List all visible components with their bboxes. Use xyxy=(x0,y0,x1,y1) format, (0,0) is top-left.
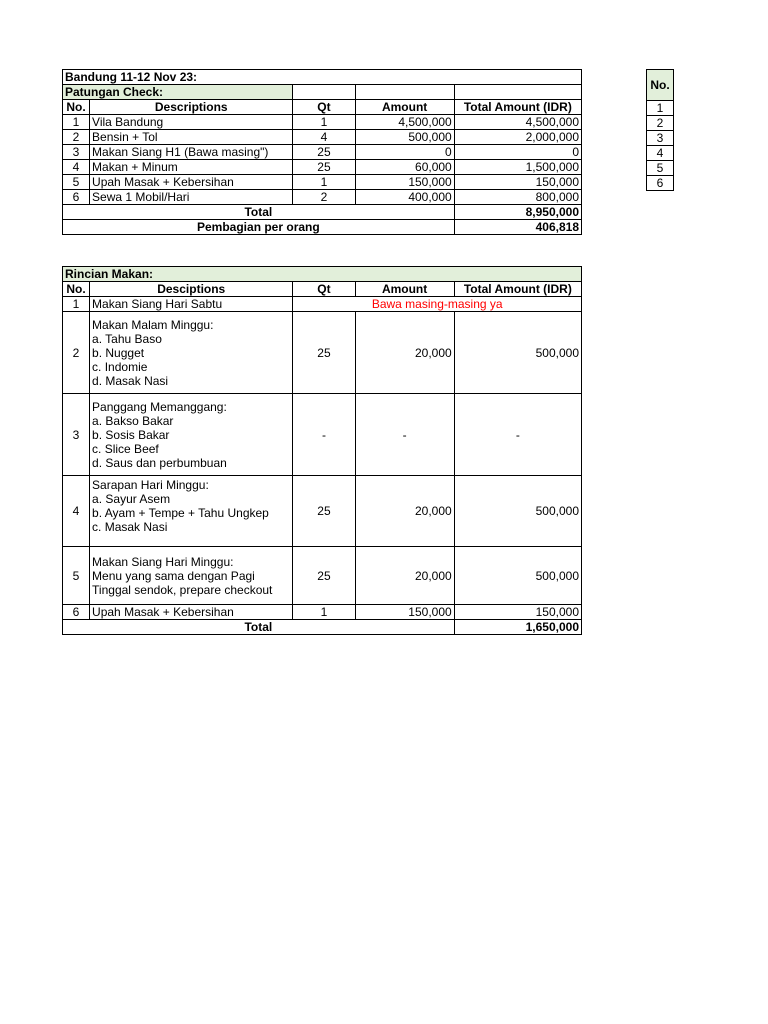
row-description[interactable]: Makan + Minum xyxy=(90,160,293,175)
row-no[interactable]: 1 xyxy=(63,115,90,130)
row-total[interactable]: 800,000 xyxy=(454,190,581,205)
row-total[interactable]: 4,500,000 xyxy=(454,115,581,130)
row-amount[interactable]: 150,000 xyxy=(355,605,454,620)
side-index-cell[interactable]: 1 xyxy=(647,101,674,116)
row-qt[interactable]: - xyxy=(293,394,355,476)
empty-cell[interactable] xyxy=(454,85,581,100)
side-index-cell[interactable]: 5 xyxy=(647,161,674,176)
patungan-heading[interactable]: Bandung 11-12 Nov 23: xyxy=(63,70,582,85)
row-description[interactable]: Vila Bandung xyxy=(90,115,293,130)
row-qt[interactable]: 25 xyxy=(293,312,355,394)
row-amount[interactable]: 400,000 xyxy=(355,190,454,205)
row-no[interactable]: 5 xyxy=(63,547,90,605)
row-amount[interactable]: 60,000 xyxy=(355,160,454,175)
patungan-per-person-row xyxy=(63,220,582,235)
list-item xyxy=(647,161,674,176)
row-qt[interactable]: 2 xyxy=(293,190,355,205)
table-row xyxy=(63,175,582,190)
table-row xyxy=(63,145,582,160)
row-description[interactable]: Upah Masak + Kebersihan xyxy=(90,175,293,190)
side-index-table xyxy=(646,69,674,191)
row-no[interactable]: 5 xyxy=(63,175,90,190)
column-header-no[interactable]: No. xyxy=(63,100,90,115)
row-no[interactable]: 6 xyxy=(63,605,90,620)
list-item xyxy=(647,131,674,146)
column-header-qt[interactable]: Qt xyxy=(293,282,355,297)
side-index-cell[interactable]: 2 xyxy=(647,116,674,131)
row-total[interactable]: 2,000,000 xyxy=(454,130,581,145)
side-index-cell[interactable]: 6 xyxy=(647,176,674,191)
per-person-value[interactable]: 406,818 xyxy=(454,220,581,235)
row-amount[interactable]: 20,000 xyxy=(355,476,454,547)
side-index-cell[interactable]: 4 xyxy=(647,146,674,161)
patungan-heading-row xyxy=(63,70,582,85)
row-no[interactable]: 4 xyxy=(63,476,90,547)
table-row xyxy=(63,115,582,130)
side-index-header-row xyxy=(647,70,674,101)
row-qt[interactable]: 4 xyxy=(293,130,355,145)
empty-cell[interactable] xyxy=(293,85,355,100)
list-item xyxy=(647,176,674,191)
column-header-descriptions[interactable]: Descriptions xyxy=(90,100,293,115)
row-amount[interactable]: 0 xyxy=(355,145,454,160)
column-header-amount[interactable]: Amount xyxy=(355,282,454,297)
column-header-amount[interactable]: Amount xyxy=(355,100,454,115)
column-header-total-amount[interactable]: Total Amount (IDR) xyxy=(454,100,581,115)
table-row xyxy=(63,130,582,145)
table-row xyxy=(63,297,582,312)
patungan-table xyxy=(62,69,582,235)
row-no[interactable]: 4 xyxy=(63,160,90,175)
row-amount[interactable]: 150,000 xyxy=(355,175,454,190)
row-total[interactable]: 0 xyxy=(454,145,581,160)
row-total[interactable]: 500,000 xyxy=(454,476,581,547)
column-header-no[interactable]: No. xyxy=(63,282,90,297)
table-row xyxy=(63,190,582,205)
rincian-heading[interactable]: Rincian Makan: xyxy=(63,267,582,282)
total-label[interactable]: Total xyxy=(63,205,455,220)
list-item xyxy=(647,146,674,161)
column-header-descriptions[interactable]: Desciptions xyxy=(90,282,293,297)
row-qt[interactable]: 1 xyxy=(293,115,355,130)
table-row xyxy=(63,476,582,547)
row-total[interactable]: 500,000 xyxy=(454,547,581,605)
row-description[interactable]: Makan Malam Minggu: a. Tahu Baso b. Nugget c. Indomie d. Masak Nasi xyxy=(90,312,293,394)
row-qt[interactable]: 25 xyxy=(293,145,355,160)
side-index-header[interactable]: No. xyxy=(647,70,674,101)
empty-cell[interactable] xyxy=(355,85,454,100)
row-description[interactable]: Panggang Memanggang: a. Bakso Bakar b. Sosis Bakar c. Slice Beef d. Saus dan perbumbuan xyxy=(90,394,293,476)
row-description[interactable]: Makan Siang Hari Minggu: Menu yang sama dengan Pagi Tinggal sendok, prepare checkout xyxy=(90,547,293,605)
column-header-qt[interactable]: Qt xyxy=(293,100,355,115)
patungan-total-row xyxy=(63,205,582,220)
row-amount[interactable]: - xyxy=(355,394,454,476)
row-total[interactable]: 1,500,000 xyxy=(454,160,581,175)
row-no[interactable]: 6 xyxy=(63,190,90,205)
row-qt[interactable]: 25 xyxy=(293,547,355,605)
row-description[interactable]: Sewa 1 Mobil/Hari xyxy=(90,190,293,205)
table-row xyxy=(63,312,582,394)
patungan-subheading-row xyxy=(63,85,582,100)
table-row xyxy=(63,160,582,175)
row-qt[interactable]: 25 xyxy=(293,160,355,175)
table-row xyxy=(63,547,582,605)
row-description[interactable]: Sarapan Hari Minggu: a. Sayur Asem b. Ayam + Tempe + Tahu Ungkep c. Masak Nasi xyxy=(90,476,293,547)
rincian-total-row xyxy=(63,620,582,635)
row-amount[interactable]: 20,000 xyxy=(355,312,454,394)
rincian-column-headers xyxy=(63,282,582,297)
row-amount[interactable]: 500,000 xyxy=(355,130,454,145)
row-description[interactable]: Makan Siang H1 (Bawa masing") xyxy=(90,145,293,160)
row-no[interactable]: 3 xyxy=(63,145,90,160)
patungan-column-headers xyxy=(63,100,582,115)
row-total[interactable]: 500,000 xyxy=(454,312,581,394)
row-description[interactable]: Makan Siang Hari Sabtu xyxy=(90,297,293,312)
table-row xyxy=(63,394,582,476)
row-amount[interactable]: 20,000 xyxy=(355,547,454,605)
row-total[interactable]: 150,000 xyxy=(454,175,581,190)
total-value[interactable]: 1,650,000 xyxy=(454,620,581,635)
total-value[interactable]: 8,950,000 xyxy=(454,205,581,220)
row-description[interactable]: Bensin + Tol xyxy=(90,130,293,145)
row-qt[interactable]: 1 xyxy=(293,605,355,620)
row-no[interactable]: 1 xyxy=(63,297,90,312)
row-description[interactable]: Upah Masak + Kebersihan xyxy=(90,605,293,620)
rincian-heading-row xyxy=(63,267,582,282)
row-note[interactable]: Bawa masing-masing ya xyxy=(293,297,582,312)
per-person-label[interactable]: Pembagian per orang xyxy=(63,220,455,235)
total-label[interactable]: Total xyxy=(63,620,455,635)
list-item xyxy=(647,116,674,131)
rincian-table xyxy=(62,266,582,635)
row-no[interactable]: 2 xyxy=(63,312,90,394)
row-total[interactable]: 150,000 xyxy=(454,605,581,620)
row-amount[interactable]: 4,500,000 xyxy=(355,115,454,130)
table-row xyxy=(63,605,582,620)
row-no[interactable]: 2 xyxy=(63,130,90,145)
side-index-cell[interactable]: 3 xyxy=(647,131,674,146)
row-total[interactable]: - xyxy=(454,394,581,476)
row-qt[interactable]: 1 xyxy=(293,175,355,190)
row-qt[interactable]: 25 xyxy=(293,476,355,547)
list-item xyxy=(647,101,674,116)
column-header-total-amount[interactable]: Total Amount (IDR) xyxy=(454,282,581,297)
patungan-subheading[interactable]: Patungan Check: xyxy=(63,85,293,100)
row-no[interactable]: 3 xyxy=(63,394,90,476)
